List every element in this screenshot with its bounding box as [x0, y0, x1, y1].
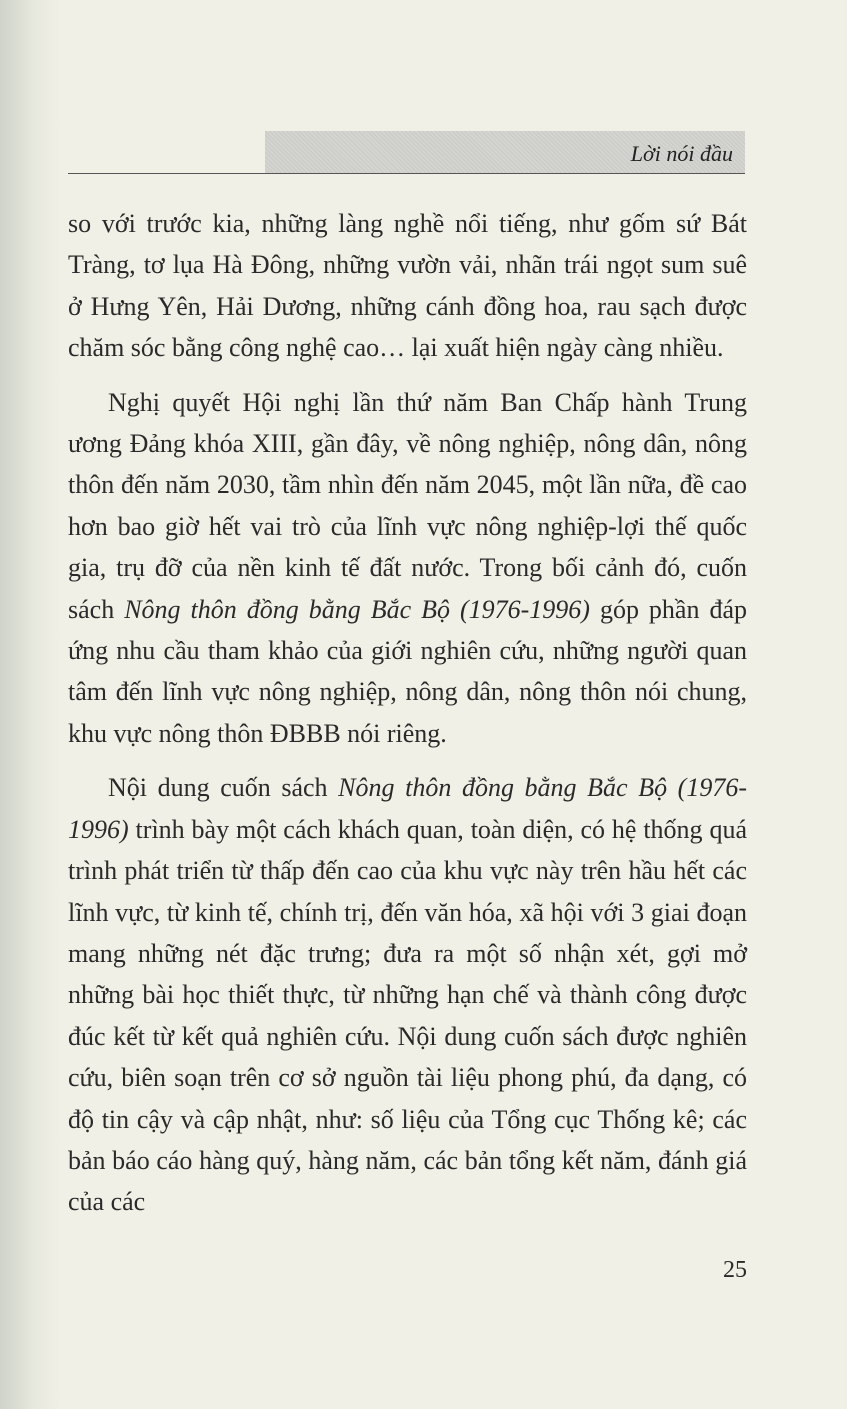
paragraph-3-text-a: Nội dung cuốn sách	[108, 773, 339, 803]
paragraph-3	[68, 767, 747, 1222]
paragraph-2	[68, 382, 747, 755]
book-title-italic: Nông thôn đồng bằng Bắc Bộ (1976-1996)	[68, 773, 747, 844]
book-title-italic: Nông thôn đồng bằng Bắc Bộ (1976-1996)	[124, 594, 590, 624]
paragraph-1-text: so với trước kia, những làng nghề nổi tiếng, như gốm sứ Bát Tràng, tơ lụa Hà Đông, những vườn vải, nhãn trái ngọt sum suê ở Hưng Yên, Hải Dương, những cánh đồng hoa, rau sạch được chăm sóc bằng công nghệ cao… lại xuất hiện ngày càng nhiều.	[68, 209, 747, 363]
paragraph-2-text-b: góp phần đáp ứng nhu cầu tham khảo của giới nghiên cứu, những người quan tâm đến lĩnh vực nông nghiệp, nông dân, nông thôn nói chung, khu vực nông thôn ĐBBB nói riêng.	[68, 594, 747, 748]
paragraph-3-text-b: trình bày một cách khách quan, toàn diện, có hệ thống quá trình phát triển từ thấp đến cao của khu vực này trên hầu hết các lĩnh vực, từ kinh tế, chính trị, đến văn hóa, xã hội với 3 giai đoạn mang những nét đặc trưng; đưa ra một số nhận xét, gợi mở những bài học thiết thực, từ những hạn chế và thành công được đúc kết từ kết quả nghiên cứu. Nội dung cuốn sách được nghiên cứu, biên soạn trên cơ sở nguồn tài liệu phong phú, đa dạng, có độ tin cậy và cập nhật, như: số liệu của Tổng cục Thống kê; các bản báo cáo hàng quý, hàng năm, các bản tổng kết năm, đánh giá của các	[68, 814, 747, 1217]
page-edge-shadow	[0, 0, 60, 1409]
running-head: Lời nói đầu	[630, 141, 733, 166]
paragraph-2-text-a: Nghị quyết Hội nghị lần thứ năm Ban Chấp hành Trung ương Đảng khóa XIII, gần đây, về nông nghiệp, nông dân, nông thôn đến năm 2030, tầm nhìn đến năm 2045, một lần nữa, đề cao hơn bao giờ hết vai trò của lĩnh vực nông nghiệp-lợi thế quốc gia, trụ đỡ của nền kinh tế đất nước. Trong bối cảnh đó, cuốn sách	[68, 387, 747, 624]
body-text	[68, 203, 747, 1223]
page-number: 25	[723, 1257, 747, 1283]
paragraph-1	[68, 203, 747, 369]
header-rule	[68, 173, 745, 174]
